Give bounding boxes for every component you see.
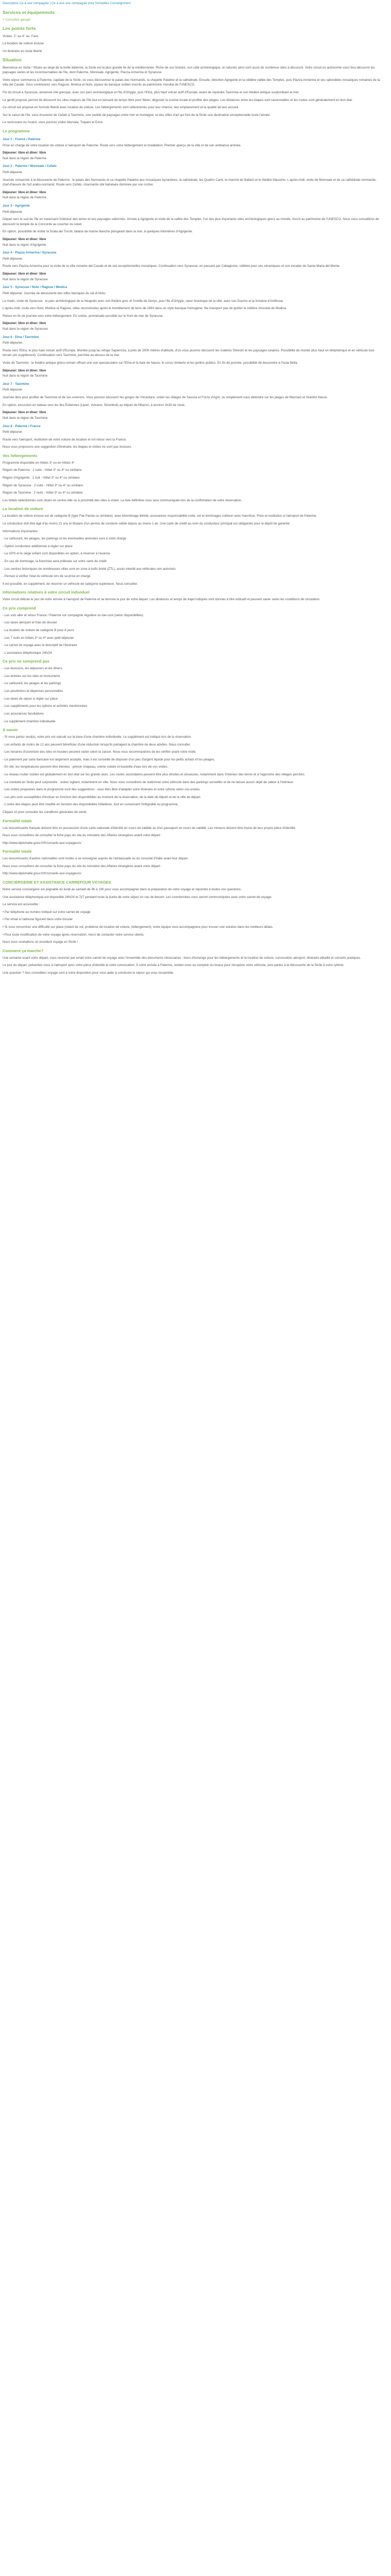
paragraph: Informations importantes :: [3, 529, 40, 533]
paragraph: - Les assurances facultatives: [3, 711, 44, 716]
paragraph: L'après-midi, route vers Noto, Modica et Raguse, villes reconstruites après le tremblement de terre de 1693 dans un style baroque homogène. Ne manquez pas de goûter le célèbre chocolat de Modica.: [3, 307, 287, 311]
paragraph: - L'ordre des étapes peut être modifié en fonction des disponibilités hôtelières, tout en conservant l'intégralité du programme.: [3, 803, 179, 807]
paragraph: - Le carburant, les péages, les parkings et les éventuelles amendes sont à votre charge: [3, 537, 126, 541]
paragraph: - Les prix sont susceptibles d'évoluer en fonction des disponibilités au moment de la réservation, de la date de départ et de la ville de départ.: [3, 795, 201, 799]
day-heading: Jour 1 - France / Palerme: [3, 137, 41, 141]
paragraph: - Pensez à vérifier l'état du véhicule lors de sa prise en charge: [3, 574, 91, 579]
paragraph: Les hôtels sélectionnés sont situés en centre-ville ou à proximité des sites à visiter. La liste définitive vous sera communiquée lors de la confirmation de votre réservation.: [3, 498, 242, 502]
paragraph: • Par téléphone au numéro indiqué sur votre carnet de voyage: [3, 910, 91, 914]
section-heading: Les points forts: [3, 26, 36, 31]
paragraph: Les ressortissants d'autres nationalités sont invités à se renseigner auprès de l'ambassade ou du consulat d'Italie avant leur départ.: [3, 857, 189, 861]
paragraph: Nuit dans la région de Palerme: [3, 196, 46, 200]
meal-label: Déjeuner: libre et dîner: libre: [3, 151, 46, 155]
paragraph: - L'assistance téléphonique 24h/24: [3, 651, 52, 655]
paragraph: Région de Syracuse : 2 nuits - Hôtel 3* ou 4* ou similaire: [3, 483, 83, 487]
paragraph: Nous vous conseillons de consulter la fiche pays du site du ministère des Affaires étrangères avant votre départ :: [3, 834, 162, 838]
meal-label: Déjeuner: libre et dîner: libre: [3, 272, 46, 276]
paragraph: Nuit dans la région d'Agrigente: [3, 243, 46, 247]
paragraph: - Les taxes aéroport et frais de dossier: [3, 621, 57, 625]
paragraph: - Le paiement par carte bancaire est largement accepté, mais il est conseillé de disposer d'un peu d'argent liquide pour les petits achats et les péages.: [3, 757, 215, 761]
day-heading: Jour 3 - Agrigente: [3, 204, 30, 208]
paragraph: Petit déjeuner.: [3, 170, 23, 174]
meal-label: Déjeuner: libre et dîner: libre: [3, 190, 46, 194]
paragraph: - Les horaires d'ouverture des sites et musées peuvent varier selon la saison. Nous vous recommandons de les vérifier avant votre visite.: [3, 750, 197, 754]
paragraph: Nous vous proposons une suggestion d'itinéraire, les étapes et visites ne sont pas incluses.: [3, 445, 132, 449]
paragraph: - Le carburant, les péages et les parkings: [3, 682, 61, 686]
paragraph: Nous vous souhaitons un excellent voyage en Sicile !: [3, 940, 78, 944]
paragraph: Visites: 2° au 4° au. Favo: [3, 34, 39, 38]
paragraph: Route vers l'aéroport, restitution de votre voiture de location et vol retour vers la France.: [3, 437, 127, 442]
paragraph: • Si vous rencontrez une difficulté sur place (retard de vol, problème de location de voiture, hébergement), notre équipe vous accompagnera pour trouver une solution dans les meilleurs délais.: [3, 925, 273, 929]
paragraph: • Pour toute modification de votre voyage après réservation, merci de contacter notre service clients.: [3, 933, 144, 937]
paragraph: - Les visites proposées dans le programme sont des suggestions : vous êtes libre d'adapter votre itinéraire et votre rythme selon vos envies.: [3, 788, 201, 792]
paragraph: - En cas de dommage, la franchise sera prélevée sur votre carte de crédit: [3, 559, 107, 563]
section-heading: Formalité totale: [3, 818, 32, 823]
paragraph: - Les centres historiques de nombreuses villes sont en zone à trafic limité (ZTL), accès interdit aux véhicules non autorisés: [3, 567, 176, 571]
paragraph: - Le carnet de voyage avec le descriptif de l'itinéraire: [3, 643, 77, 648]
paragraph: Il est possible, en supplément, de réserver un véhicule de catégorie supérieure. Nous consulter.: [3, 582, 138, 586]
paragraph: Une assistance téléphonique est disponible 24h/24 et 7j/7 pendant toute la durée de votre séjour en cas de besoin. Les coordonnées vous seront communiquées avec votre carnet de voyage.: [3, 895, 272, 899]
paragraph: Petit déjeuner.: [3, 388, 23, 392]
paragraph: Ce circuit est proposé en formule liberté avec location de voiture. Les hébergements sont sélectionnés pour leur charme, leur emplacement et la qualité de leur accueil.: [3, 106, 239, 110]
section-heading: Ce prix comprend: [3, 605, 36, 611]
paragraph: Nous vous conseillons de consulter la fiche pays du site du ministère des Affaires étrangères avant votre départ :: [3, 864, 162, 868]
page-content: [0, 1, 386, 975]
paragraph: - Le supplément chambre individuelle: [3, 719, 56, 723]
paragraph: Nuit dans la région de Palerme: [3, 156, 46, 160]
day-heading: Jour 7 - Taormine: [3, 382, 29, 386]
paragraph: Région de Palerme : 2 nuits - Hôtel 3* ou 4* ou similaire: [3, 468, 82, 472]
paragraph: - Option conducteur additionnel à régler sur place: [3, 544, 73, 548]
paragraph: Nuit dans la région de Syracuse: [3, 277, 48, 281]
section-heading: La location de voiture: [3, 506, 43, 512]
day-heading: Jour 5 - Syracuse / Noto / Raguse / Modica: [3, 285, 67, 290]
paragraph: Un itinéraire en route liberté: [3, 49, 42, 53]
paragraph: Visite de Taormine : le théâtre antique gréco-romain offrant une vue spectaculaire sur l'Etna et la baie de Naxos, le corso Umberto et les jardins publics. En fin de journée, possibilité de descendre à l'Isola Bella.: [3, 361, 298, 365]
paragraph: Sur le calcul de l'île, vous trouverez de Cefalù à Taormine, une variété de paysages entre mer et montagne, et des villes d'art qui font de la Sicile une destination exceptionnelle toute l'année.: [3, 113, 271, 117]
paragraph: - La conduite en Sicile peut surprendre : restez vigilant, notamment en ville. Nous vous conseillons de stationner votre véhicule dans des parkings surveillés et de ne laisser aucun objet de valeur à l'intérieur.: [3, 780, 294, 784]
meal-label: Déjeuner: libre et dîner: libre: [3, 368, 46, 372]
paragraph: Le nord-ouest ou l'ouest, vous pourrez visiter Marsala, Trapani et Erice.: [3, 121, 104, 125]
section-heading: Comment ça marche?: [3, 948, 44, 953]
cgv-link[interactable]: Cliquez ici pour consulter les conditions générales de vente: [3, 810, 87, 815]
paragraph: Votre circuit débute le jour de votre arrivée à l'aéroport de Palerme et se termine le jour de votre départ. Les distances et temps de trajet indiqués sont donnés à titre indicatif et peuvent varier selon les conditions de circulation.: [3, 598, 320, 602]
day-heading: Jour 4 - Piazza Armerina / Syracuse: [3, 251, 57, 255]
paragraph: - Les 7 nuits en hôtels 3* ou 4* avec petit déjeuner: [3, 636, 74, 640]
paragraph: Le gentil proposé permet de découvrir les sites majeurs de l'île tout en laissant du temps libre pour flâner, déguster la cuisine locale et profiter des plages. Les distances entre les étapes sont raisonnables et les routes sont généralement en bon état.: [3, 98, 353, 102]
paragraph: Petit déjeuner.: [3, 430, 23, 434]
paragraph: • Par email à l'adresse figurant dans votre dossier: [3, 918, 73, 922]
section-heading: Le programme: [3, 129, 30, 134]
section-heading: Informations relatives à votre circuit individuel: [3, 590, 90, 595]
paragraph: Les ressortissants français doivent être en possession d'une carte nationale d'identité en cours de validité ou d'un passeport en cours de validité. Les mineurs doivent être munis de leur propre pièce d'identité.: [3, 826, 296, 830]
paragraph: Une semaine avant votre départ, vous recevrez par email votre carnet de voyage avec l'ensemble des documents nécessaires : bons d'échange pour les hébergements et la location de voiture, convocation aéroport, itinéraire détaillé et conseils pratiques.: [3, 956, 361, 960]
day-heading: Jour 6 - Etna / Taormine: [3, 335, 39, 339]
paragraph: La location de voiture incluse est de catégorie B (type Fiat Panda ou similaire), avec kilométrage illimité, assurances responsabilité civile, vol et dommages collision avec franchise. Prise et restitution à l'aéroport de Palerme.: [3, 514, 317, 518]
paragraph: Programme disponible en hôtels 3* ou en hôtels 4*.: [3, 461, 76, 465]
paragraph: Région d'Agrigente : 1 nuit - Hôtel 3* ou 4* ou similaire: [3, 476, 80, 480]
paragraph: Petit déjeuner. Journée de découverte des villes baroques du val di Noto.: [3, 291, 106, 295]
section-heading: Vos hébergements: [3, 453, 38, 458]
paragraph: http://www.diplomatie.gouv.fr/fr/conseils-aux-voyageurs/: [3, 872, 82, 876]
paragraph: Une question ? Nos conseillers voyage sont à votre disposition pour vous aider à construire le séjour qui vous ressemble.: [3, 971, 174, 975]
paragraph: - Les suppléments pour les options et activités mentionnées: [3, 704, 88, 708]
paragraph: Journée libre pour profiter de Taormine et de ses environs. Vous pourrez découvrir les gorges de l'Alcantara, visiter les villages de Savoca et Forza d'Agrò, ou simplement vous détendre sur les plages de Mazzarò et Giardini Naxos.: [3, 396, 328, 400]
paragraph: Le conducteur doit être âgé d'au moins 21 ans et titulaire d'un permis de conduire valide depuis au moins 1 an. Une carte de crédit au nom du conducteur principal est obligatoire pour le dépôt de garantie.: [3, 521, 290, 526]
paragraph: - En été, les températures peuvent être élevées : prévoir chapeau, crème solaire et bouteille d'eau lors de vos visites.: [3, 765, 169, 769]
paragraph: Nuit dans la région de Taormine: [3, 374, 48, 378]
paragraph: Le jour du départ, présentez-vous à l'aéroport avec votre pièce d'identité et votre convocation. À votre arrivée à Palerme, rendez-vous au comptoir du loueur pour récupérer votre véhicule, puis partez à la découverte de la Sicile à votre rythme.: [3, 963, 345, 968]
top-link[interactable]: Description Ce à une compagnie | Ce à une une compagnie pour formalités Conseignment: [3, 2, 131, 5]
paragraph: http://www.diplomatie.gouv.fr/fr/conseils-aux-voyageurs/: [3, 841, 82, 845]
paragraph: Nuit dans la région de Taormine: [3, 416, 48, 420]
paragraph: Départ vers le sud de l'île en traversant l'intérieur des terres et ses paysages vallonnés. Arrivée à Agrigente et visite de la vallée des Temples, l'un des plus importants sites archéologiques grecs au monde, inscrit au patrimoine de l'UNESCO. Nous vous conseillons de découvrir le temple de la Concorde au coucher du soleil.: [3, 217, 379, 226]
paragraph: Route vers l'Etna, le plus haut volcan actif d'Europe. Montée jusqu'au refuge Sapienzza, à près de 2000 mètres d'altitude, d'où vous pourrez découvrir les cratères Silvestri et les paysages lunaires. Possibilité de monter plus haut en téléphérique et en véhicule tout-terrain (en supplément). Continuation vers Taormine, perchée au-dessus de la mer.: [3, 348, 376, 358]
paragraph: - La location de voiture de catégorie B pour 8 jours: [3, 628, 74, 632]
section-heading: Formalité totale: [3, 849, 32, 854]
paragraph: - Le réseau routier sicilien est globalement en bon état sur les grands axes. Les routes secondaires peuvent être plus étroites et sinueuses, notamment dans l'intérieur des terres et à l'approche des villages perchés.: [3, 773, 305, 777]
section-heading: A savoir: [3, 727, 18, 733]
paragraph: - Si vous partez seul(e), votre prix est calculé sur la base d'une chambre individuelle. Le supplément est indiqué lors de la réservation.: [3, 735, 192, 739]
paragraph: - Les vols aller et retour France / Palerme sur compagnie régulière ou low-cost (selon disponibilités): [3, 613, 143, 617]
paragraph: Le matin, visite de Syracuse : le parc archéologique de la Neapolis avec son théâtre grec et l'oreille de Denys, puis l'île d'Ortygie, cœur historique de la ville, avec son Duomo et la fontaine d'Aréthuse.: [3, 299, 284, 303]
paragraph: Le service est accessible :: [3, 903, 40, 907]
paragraph: - Les pourboires et dépenses personnelles: [3, 689, 63, 693]
paragraph: Retour en fin de journée vers votre hébergement. En soirée, promenade possible sur le front de mer de Syracuse.: [3, 314, 164, 318]
paragraph: Région de Taormine : 2 nuits - Hôtel 3* ou 4* ou similaire: [3, 491, 83, 495]
paragraph: En option, possibilité de visiter la Scala dei Turchi, falaise de marne blanche plongeant dans la mer, à quelques kilomètres d'Agrigente.: [3, 230, 193, 234]
paragraph: En option, excursion en bateau vers les îles Éoliennes (Lipari, Vulcano, Stromboli) au départ de Milazzo, à environ 1h30 de route.: [3, 403, 186, 407]
section-heading: Situation: [3, 57, 22, 63]
paragraph: Prise en charge de votre location de voiture à l'aéroport de Palerme. Route vers votre hébergement et installation. Premier aperçu de la ville et de son ambiance animée.: [3, 143, 241, 147]
paragraph: Votre séjour commence à Palerme, capitale de la Sicile, où vous découvrirez le palais des Normands, la chapelle Palatine et la cathédrale. Ensuite, direction Agrigente et la célèbre vallée des Temples, puis Piazza Armerina et ses splendides mosaïques romaines de la villa del Casale. Vous continuerez vers Raguse, Modica et Noto, joyaux du baroque sicilien inscrits au patrimoine mondial de l'UNESCO.: [3, 78, 380, 87]
paragraph: Bienvenue en Sicile ! Située au large de la botte italienne, la Sicile est la plus grande île de la méditerranée. Riche de son histoire, son côté archéologique, et naturels ainsi sont aussi de nombreux sites à découvrir. Votre circuit en autonomie vous fera découvrir les paysages variés et les incontournables de l'île, dont Palerme, Monreale, Agrigente, Piazza Armerina et Syracuse.: [3, 65, 375, 75]
day-heading: Jour 2 - Palerme / Monreale / Cefalù: [3, 164, 57, 168]
paragraph: Notre service conciergerie est joignable du lundi au samedi de 9h à 19h pour vous accompagner dans la préparation de votre voyage et répondre à toutes vos questions.: [3, 887, 242, 891]
meal-label: Déjeuner: libre et dîner: libre: [3, 238, 46, 242]
paragraph: La location de voiture incluse: [3, 42, 44, 46]
section-heading: Services et équipements: [3, 9, 55, 15]
paragraph: - Les taxes de séjour à régler sur place: [3, 697, 58, 701]
meal-label: Déjeuner: libre et dîner: libre: [3, 321, 46, 326]
paragraph: - Les enfants de moins de 12 ans peuvent bénéficier d'une réduction lorsqu'ils partagent la chambre de deux adultes. Nous consulter.: [3, 742, 191, 747]
paragraph: - Le GPS et le siège enfant sont disponibles en option, à réserver à l'avance: [3, 552, 110, 556]
day-heading: Jour 8 - Palerme / France: [3, 424, 41, 428]
paragraph: Petit déjeuner.: [3, 341, 23, 345]
paragraph: - Les entrées sur les sites et monuments: [3, 674, 60, 678]
paragraph: Petit déjeuner.: [3, 210, 23, 214]
paragraph: Journée consacrée à la découverte de Palerme : le palais des Normands et sa chapelle Palatine aux mosaïques byzantines, la cathédrale, les Quattro Canti, le marché de Ballarò et le théâtre Massimo. L'après-midi, visite de Monreale et de sa cathédrale normande, chef-d'œuvre de l'art arabo-normand. Route vers Cefalù, charmante cité balnéaire dominée par son rocher.: [3, 178, 377, 187]
paragraph: Nuit dans la région de Syracuse: [3, 327, 48, 331]
section-heading: Ce prix ne comprend pas: [3, 659, 50, 664]
paragraph: Route vers Piazza Armerina pour la visite de la villa romaine del Casale et de ses exceptionnelles mosaïques. Continuation vers Syracuse, en passant par Caltagirone, célèbre pour ses céramiques et son escalier de Santa Maria del Monte.: [3, 264, 340, 268]
meal-label: Déjeuner: libre et dîner: libre: [3, 411, 46, 415]
consult-link[interactable]: + Consultez garage: [3, 18, 30, 22]
paragraph: - Les boissons, les déjeuners et les dîners: [3, 667, 62, 671]
section-heading: CONCIERGERIE ET ASSISTANCE CARREFOUR VOYAGES: [3, 880, 111, 885]
paragraph: Petit déjeuner.: [3, 257, 23, 261]
paragraph: Fin du circuit à Syracuse, ancienne cité grecque, avec son parc archéologique et l'île d'Ortygie, puis l'Etna, plus haut volcan actif d'Europe, avant de rejoindre Taormine et son théâtre antique surplombant la mer.: [3, 91, 300, 94]
